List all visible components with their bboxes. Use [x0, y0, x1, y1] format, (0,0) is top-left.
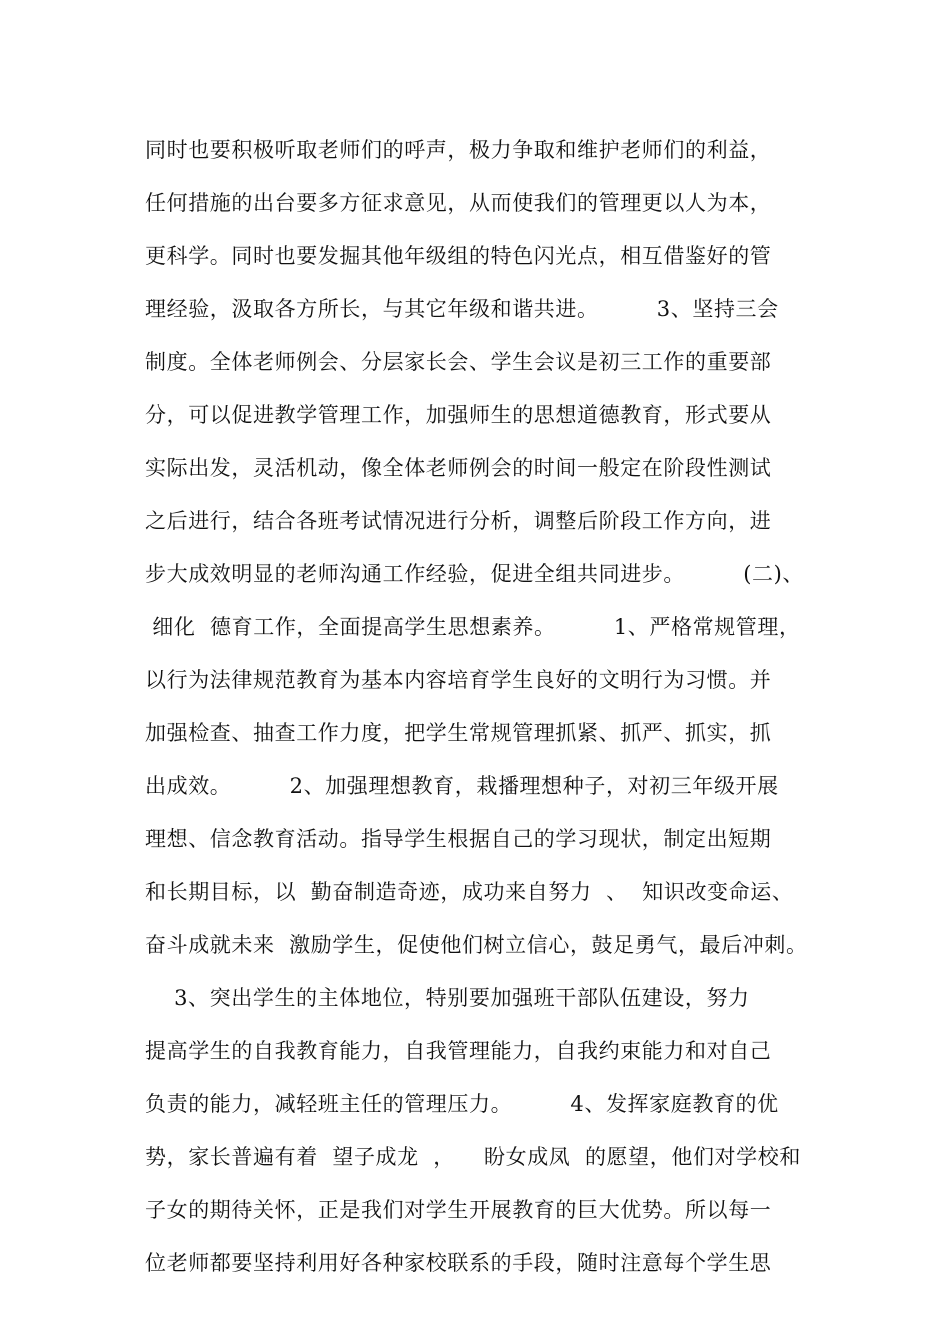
- text-line: 势，家长普遍有着 望子成龙 ， 盼女成凤 的愿望，他们对学校和: [145, 1145, 801, 1169]
- text-line: 同时也要积极听取老师们的呼声，极力争取和维护老师们的利益，: [145, 138, 772, 162]
- text-line: 出成效。 2、加强理想教育，栽播理想种子，对初三年级开展: [145, 774, 779, 798]
- text-line: 以行为法律规范教育为基本内容培育学生良好的文明行为习惯。并: [145, 668, 772, 692]
- text-line: 制度。全体老师例会、分层家长会、学生会议是初三工作的重要部: [145, 350, 772, 374]
- text-line: 理想、信念教育活动。指导学生根据自己的学习现状，制定出短期: [145, 827, 772, 851]
- text-line: 3、突出学生的主体地位，特别要加强班干部队伍建设，努力: [145, 986, 750, 1010]
- text-line: 任何措施的出台要多方征求意见，从而使我们的管理更以人为本，: [145, 191, 772, 215]
- text-line: 分，可以促进教学管理工作，加强师生的思想道德教育，形式要从: [145, 403, 772, 427]
- text-line: 实际出发，灵活机动，像全体老师例会的时间一般定在阶段性测试: [145, 456, 772, 480]
- text-line: 更科学。同时也要发掘其他年级组的特色闪光点，相互借鉴好的管: [145, 244, 772, 268]
- text-line: 子女的期待关怀，正是我们对学生开展教育的巨大优势。所以每一: [145, 1198, 772, 1222]
- text-line: 之后进行，结合各班考试情况进行分析，调整后阶段工作方向，进: [145, 509, 772, 533]
- text-line: 加强检查、抽查工作力度，把学生常规管理抓紧、抓严、抓实，抓: [145, 721, 772, 745]
- text-line: 细化 德育工作，全面提高学生思想素养。 1、严格常规管理，: [145, 615, 801, 639]
- text-line: 步大成效明显的老师沟通工作经验，促进全组共同进步。 (二)、: [145, 562, 804, 586]
- text-line: 位老师都要坚持利用好各种家校联系的手段，随时注意每个学生思: [145, 1251, 772, 1275]
- text-line: 理经验，汲取各方所长，与其它年级和谐共进。 3、坚持三会: [145, 297, 779, 321]
- text-line: 奋斗成就未来 激励学生，促使他们树立信心，鼓足勇气，最后冲刺。: [145, 933, 808, 957]
- text-line: 负责的能力，减轻班主任的管理压力。 4、发挥家庭教育的优: [145, 1092, 779, 1116]
- text-line: 和长期目标，以 勤奋制造奇迹，成功来自努力 、 知识改变命运、: [145, 880, 794, 904]
- text-line: 提高学生的自我教育能力，自我管理能力，自我约束能力和对自己: [145, 1039, 772, 1063]
